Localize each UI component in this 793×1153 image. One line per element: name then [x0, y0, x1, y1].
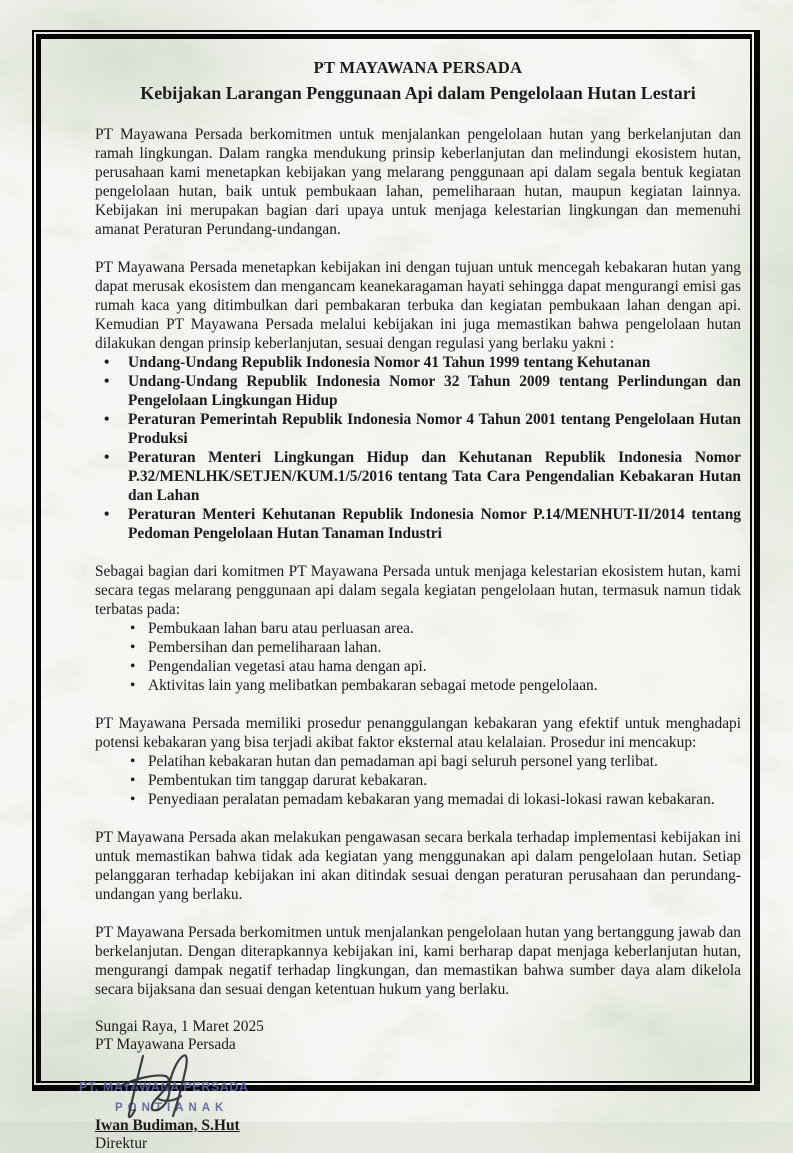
prohibited-activity-item: • Pengendalian vegetasi atau hama dengan api.: [95, 657, 741, 676]
document-body: [79, 58, 741, 1153]
stamp-company-text: PT. MAYAWANA PERSADA: [79, 1080, 249, 1094]
closing-company-name: PT Mayawana Persada: [95, 1036, 236, 1053]
regulations-list: [95, 353, 741, 543]
company-name-heading: PT MAYAWANA PERSADA: [313, 58, 523, 77]
paragraph-prohibition: Sebagai bagian dari komitmen PT Mayawana Persada untuk menjaga kelestarian ekosistem hutan, kami secara tegas melarang penggunaan api dalam segala kegiatan pengelolaan hutan, termasuk namun tidak terbatas pada:: [95, 563, 741, 618]
regulation-item: • Undang-Undang Republik Indonesia Nomor 32 Tahun 2009 tentang Perlindungan dan Pengelolaan Lingkungan Hidup: [95, 372, 741, 410]
paragraph-procedures: PT Mayawana Persada memiliki prosedur penanggulangan kebakaran yang efektif untuk menghadapi potensi kebakaran yang bisa terjadi akibat faktor eksternal atau kelalaian. Prosedur ini mencakup:: [95, 715, 741, 751]
signatory-name: Iwan Budiman, S.Hut: [95, 1117, 240, 1134]
closing-block: [95, 1018, 741, 1054]
prohibited-activities-list: [95, 619, 741, 695]
place-and-date: Sungai Raya, 1 Maret 2025: [95, 1018, 264, 1035]
prohibited-activity-item: • Aktivitas lain yang melibatkan pembakaran sebagai metode pengelolaan.: [95, 676, 741, 695]
regulation-item: • Peraturan Menteri Kehutanan Republik Indonesia Nomor P.14/MENHUT-II/2014 tentang Pedoman Pengelolaan Hutan Tanaman Industri: [95, 505, 741, 543]
signature-area: [79, 1060, 741, 1116]
prohibited-activity-item: • Pembukaan lahan baru atau perluasan area.: [95, 619, 741, 638]
procedure-item: • Pembentukan tim tanggap darurat kebakaran.: [95, 771, 741, 790]
regulation-item: • Peraturan Pemerintah Republik Indonesia Nomor 4 Tahun 2001 tentang Pengelolaan Hutan Produksi: [95, 410, 741, 448]
paragraph-commitment: PT Mayawana Persada berkomitmen untuk menjalankan pengelolaan hutan yang berkelanjutan dan ramah lingkungan. Dalam rangka mendukung prinsip keberlanjutan dan melindungi ekosistem hutan, perusahaan kami menetapkan kebijakan yang melarang penggunaan api dalam segala bentuk kegiatan pengelolaan hutan, baik untuk pembukaan lahan, pemeliharaan hutan, maupun kegiatan lainnya. Kebijakan ini merupakan bagian dari upaya untuk menjaga kelestarian lingkungan dan memenuhi amanat Peraturan Perundang-undangan.: [95, 126, 741, 238]
handwritten-signature-icon: [113, 1052, 213, 1124]
policy-title-heading: Kebijakan Larangan Penggunaan Api dalam Pengelolaan Hutan Lestari: [140, 83, 696, 103]
procedure-item: • Pelatihan kebakaran hutan dan pemadaman api bagi seluruh personel yang terlibat.: [95, 752, 741, 771]
prohibited-activity-item: • Pembersihan dan pemeliharaan lahan.: [95, 638, 741, 657]
procedures-list: [95, 752, 741, 809]
procedure-item: • Penyediaan peralatan pemadam kebakaran yang memadai di lokasi-lokasi rawan kebakaran.: [95, 790, 741, 809]
signatory-title: Direktur: [95, 1135, 148, 1152]
paragraph-closing-commitment: PT Mayawana Persada berkomitmen untuk menjalankan pengelolaan hutan yang bertanggung jawab dan berkelanjutan. Dengan diterapkannya kebijakan ini, kami berharap dapat menjaga keberlanjutan hutan, mengurangi dampak negatif terhadap lingkungan, dan memastikan bahwa sumber daya alam dikelola secara bijaksana dan sesuai dengan ketentuan hukum yang berlaku.: [95, 924, 741, 998]
paragraph-supervision: PT Mayawana Persada akan melakukan pengawasan secara berkala terhadap implementasi kebijakan ini untuk memastikan bahwa tidak ada kegiatan yang menggunakan api dalam pengelolaan hutan. Setiap pelanggaran terhadap kebijakan ini akan ditindak sesuai dengan peraturan perusahaan dan perundang-undangan yang berlaku.: [95, 829, 741, 903]
stamp-city-text: PONTIANAK: [115, 1102, 229, 1114]
paragraph-purpose: PT Mayawana Persada menetapkan kebijakan ini dengan tujuan untuk mencegah kebakaran hutan yang dapat merusak ekosistem dan mengancam keanekaragaman hayati sehingga dapat mengurangi emisi gas rumah kaca yang ditimbulkan dari pembakaran terbuka dan kegiatan pembukaan lahan dengan api. Kemudian PT Mayawana Persada melalui kebijakan ini juga memastikan bahwa pengelolaan hutan dilakukan dengan prinsip keberlanjutan, sesuai dengan regulasi yang berlaku yakni :: [95, 259, 741, 352]
regulation-item: • Peraturan Menteri Lingkungan Hidup dan Kehutanan Republik Indonesia Nomor P.32/MENLHK/SETJEN/KUM.1/5/2016 tentang Tata Cara Pengendalian Kebakaran Hutan dan Lahan: [95, 448, 741, 505]
regulation-item: • Undang-Undang Republik Indonesia Nomor 41 Tahun 1999 tentang Kehutanan: [95, 353, 741, 372]
